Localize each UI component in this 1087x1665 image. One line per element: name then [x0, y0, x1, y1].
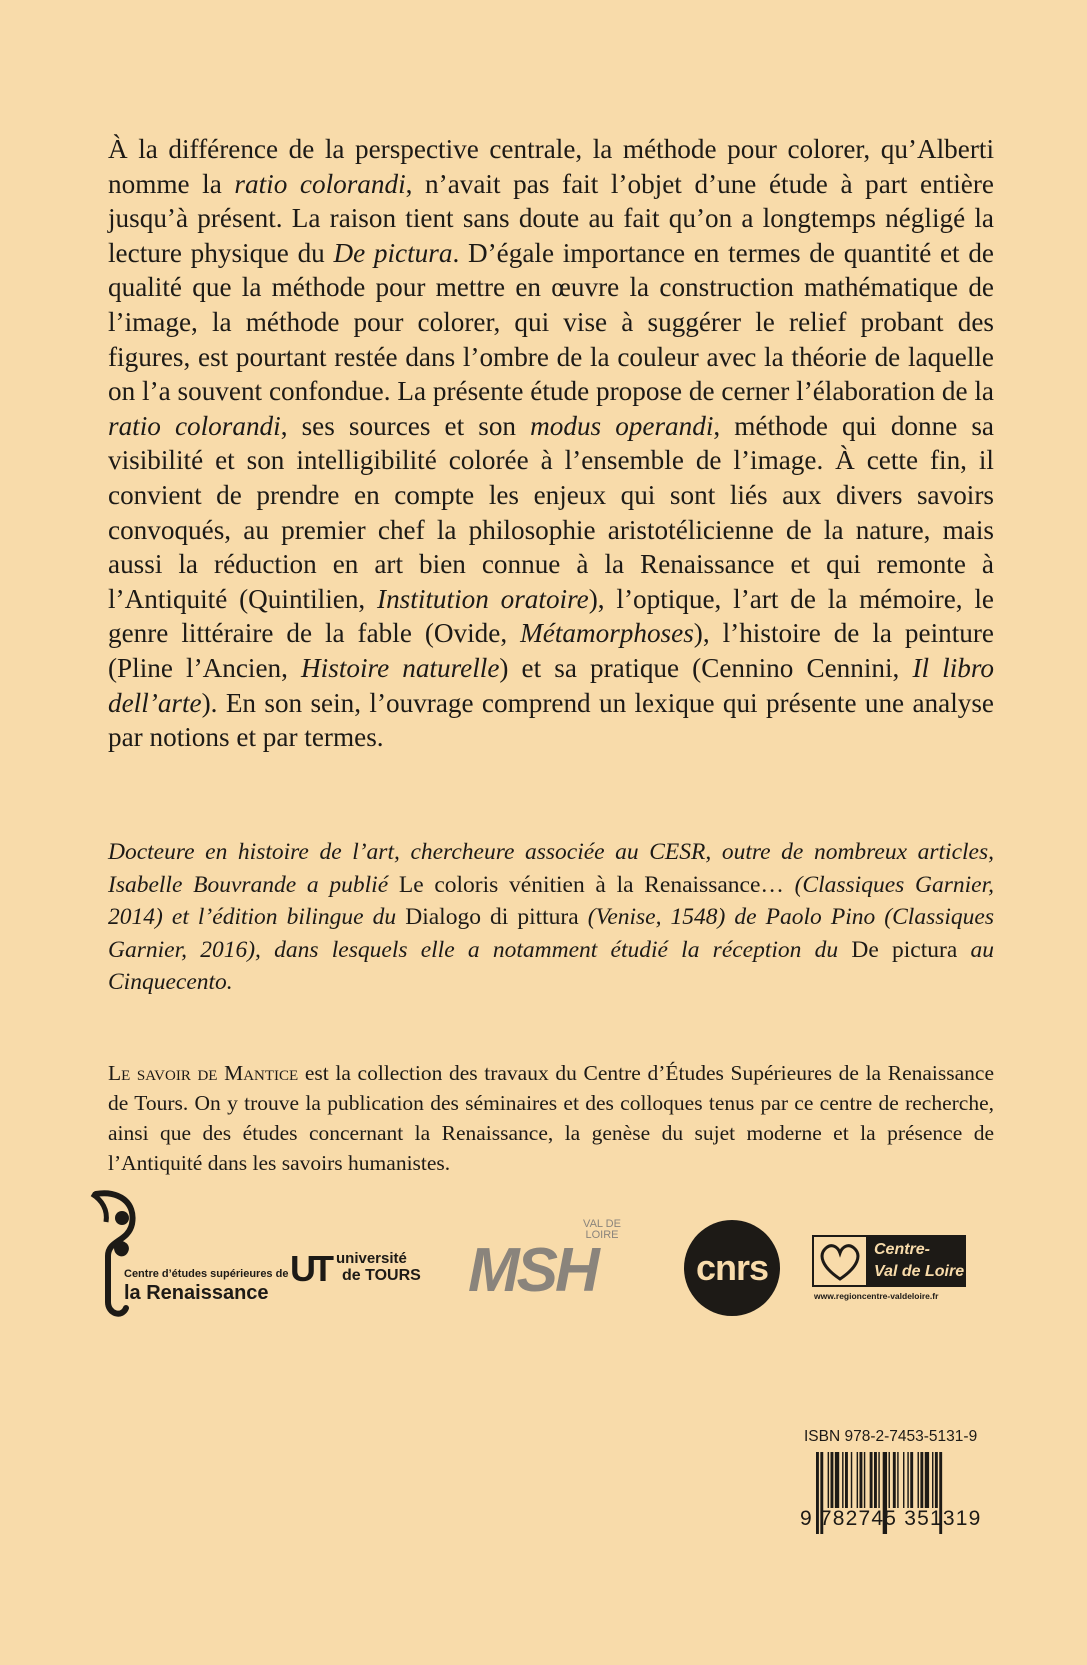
collection-text: est la collection des travaux du Centre d’Études Supérieures de la Renaissance de Tours. On y trouve la publication des séminaires et des colloques tenus par ce centre de recherche, ainsi que des études concernant la Renaissance, la genèse du sujet moderne et la présence de l’Antiquité dans les savoirs humanistes.: [108, 1061, 994, 1175]
summary-italic: ratio colorandi: [108, 410, 281, 441]
tours-line1: université: [336, 1250, 407, 1267]
bio-text: (Venise, 1548) de Paolo Pino (Classiques Garnier, 2016), dans lesquels elle a notamment étudié la réception du: [108, 904, 994, 963]
bio-text: au Cinquecento.: [108, 936, 995, 995]
bio-title: Le coloris vénitien à la Renaissance…: [398, 871, 784, 898]
region-box: [866, 1235, 966, 1287]
cesr-logo: [88, 1190, 289, 1325]
tours-line2: de TOURS: [342, 1267, 421, 1284]
bio-title: De pictura: [851, 936, 958, 963]
msh-tag-line2: LOIRE: [585, 1229, 619, 1241]
summary-text: ), l’histoire de la peinture (Pline l’Ancien,: [108, 618, 994, 683]
summary-text: , ses sources et son: [280, 410, 531, 441]
author-bio: [108, 836, 994, 999]
isbn-label: ISBN 978-2-7453-5131-9: [804, 1428, 978, 1445]
cesr-line1: Centre d’études supérieures de: [124, 1268, 289, 1280]
summary-italic: Histoire naturelle: [301, 652, 500, 683]
universite-tours-logo: [290, 1248, 440, 1288]
region-url: www.regioncentre-valdeloire.fr: [814, 1291, 939, 1301]
msh-tag: [580, 1219, 624, 1241]
collection-note: [108, 1058, 994, 1178]
summary-text: ) et sa pratique (Cennino Cennini,: [499, 652, 913, 683]
summary-italic: De pictura: [333, 237, 453, 268]
partner-logos: [80, 1190, 1020, 1350]
bio-text: Docteure en histoire de l’art, chercheure associée au CESR, outre de nombreux articles, Isabelle Bouvrande a publié: [108, 839, 994, 898]
summary-text: ), l’optique, l’art de la mémoire, le genre littéraire de la fable (Ovide,: [108, 583, 995, 649]
summary-italic: Institution oratoire: [377, 583, 589, 614]
tours-mark: UT: [290, 1248, 330, 1289]
summary-text: À la différence de la perspective centrale, la méthode pour colorer, qu’Alberti nomme la: [108, 134, 994, 199]
bio-text: (Classiques Garnier, 2014) et l’édition bilingue du: [108, 871, 994, 930]
summary-italic: Il libro dell’arte: [108, 652, 995, 718]
heart-icon: [812, 1235, 868, 1287]
msh-mark: MSH: [468, 1236, 597, 1305]
cesr-line2: la Renaissance: [124, 1282, 269, 1304]
isbn-barcode: [800, 1428, 1010, 1538]
summary-text: ). En son sein, l’ouvrage comprend un lexique qui présente une analyse par notions et par termes.: [108, 687, 994, 753]
book-summary: [108, 132, 994, 755]
cnrs-logo: [684, 1220, 780, 1316]
region-centre-val-de-loire-logo: [812, 1235, 972, 1305]
barcode-digits: 9 782745 351319: [800, 1507, 982, 1530]
summary-text: , méthode qui donne sa visibilité et son intelligibilité colorée à l’ensemble de l’image. À cette fin, il convient de prendre en compte les enjeux qui sont liés aux divers savoirs convoqués, au premier chef la philosophie aristotélicienne de la nature, mais aussi la réduction en art bien connue à la Renaissance et qui remonte à l’Antiquité (Quintilien,: [108, 410, 995, 614]
summary-text: . D’égale importance en termes de quantité et de qualité que la méthode pour mettre en œuvre la construction mathématique de l’image, la méthode pour colorer, qui vise à suggérer le relief probant des figures, est pourtant restée dans l’ombre de la couleur avec la théorie de laquelle on l’a souvent confondue. La présente étude propose de cerner l’élaboration de la: [108, 237, 994, 407]
msh-val-de-loire-logo: [468, 1218, 633, 1305]
region-line1: Centre-: [874, 1241, 931, 1258]
msh-tag-line1: VAL DE: [583, 1218, 621, 1230]
series-name: Le savoir de Mantice: [108, 1061, 299, 1085]
cnrs-text: cnrs: [695, 1247, 769, 1288]
summary-text: , n’avait pas fait l’objet d’une étude à part entière jusqu’à présent. La raison tient sans doute au fait qu’on a longtemps négligé la lecture physique du: [108, 168, 994, 268]
summary-italic: modus operandi: [530, 410, 714, 441]
summary-italic: Métamorphoses: [520, 618, 694, 649]
bio-title: Dialogo di pittura: [405, 904, 579, 930]
summary-italic: ratio colorandi: [234, 168, 406, 199]
region-line2: Val de Loire: [874, 1263, 965, 1280]
